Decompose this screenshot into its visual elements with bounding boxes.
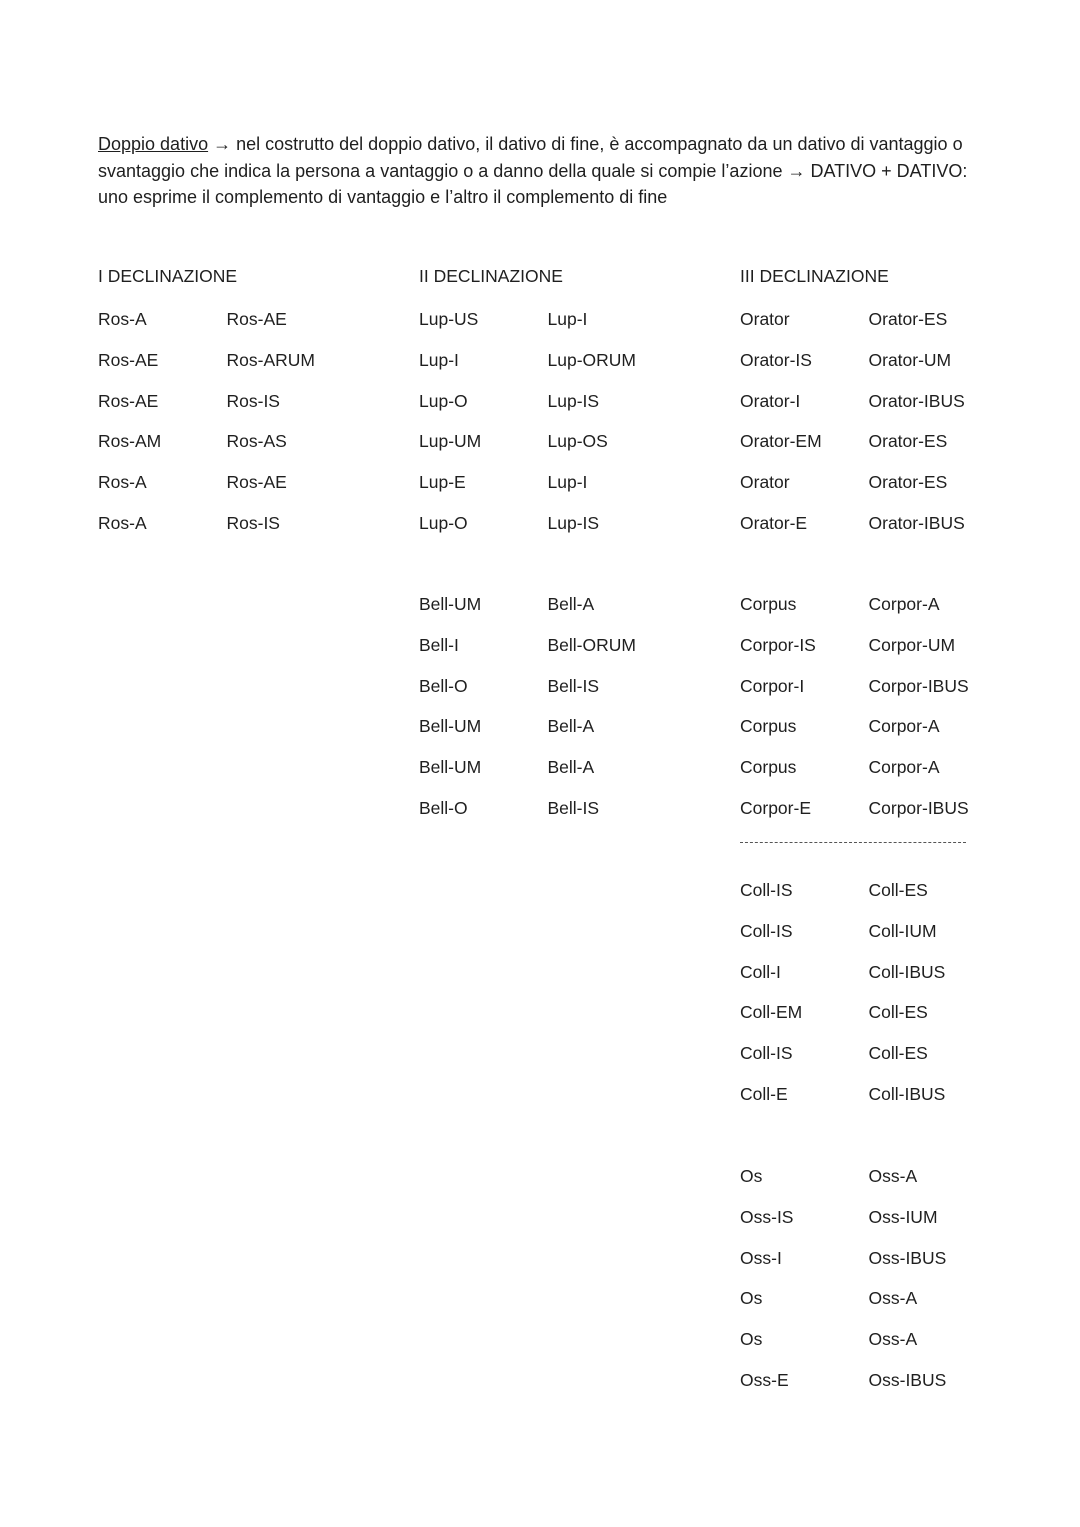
header-declension-2: II DECLINAZIONE: [419, 266, 563, 286]
singular-form: Bell-UM: [419, 716, 482, 737]
singular-form: Lup-I: [419, 349, 459, 370]
separator-line: [740, 842, 966, 843]
singular-form: Ros-A: [98, 472, 147, 493]
plural-form: Orator-ES: [868, 472, 948, 493]
singular-form: Ros-AE: [98, 390, 159, 411]
plural-form: Coll-IUM: [868, 920, 937, 941]
plural-form: Coll-ES: [868, 1043, 928, 1064]
singular-form: Corpor-IS: [740, 634, 816, 655]
singular-form: Coll-IS: [740, 1043, 793, 1064]
plural-form: Corpor-IBUS: [868, 798, 969, 818]
intro-text-2: DATIVO + DATIVO: uno esprime il complemento di vantaggio e l’altro il complemento di fine: [98, 160, 968, 207]
singular-form: Orator: [740, 472, 790, 493]
plural-form: Orator-UM: [868, 349, 952, 370]
singular-form: Corpus: [740, 716, 797, 737]
plural-form: Bell-A: [547, 757, 595, 778]
singular-form: Oss-I: [740, 1247, 782, 1268]
plural-form: Bell-A: [547, 716, 595, 737]
plural-form: Ros-AE: [226, 472, 287, 493]
singular-form: Corpus: [740, 594, 797, 614]
singular-form: Os: [740, 1329, 763, 1350]
plural-form: Oss-A: [868, 1166, 918, 1186]
plural-form: Lup-IS: [547, 513, 600, 533]
plural-form: Oss-IBUS: [868, 1247, 947, 1268]
plural-form: Orator-ES: [868, 309, 948, 329]
plural-form: Corpor-UM: [868, 634, 956, 655]
singular-form: Bell-O: [419, 675, 468, 696]
plural-form: Lup-IS: [547, 390, 600, 411]
plural-form: Bell-ORUM: [547, 634, 636, 655]
plural-form: Lup-I: [547, 472, 588, 493]
plural-form: Bell-IS: [547, 675, 600, 696]
singular-form: Coll-E: [740, 1084, 788, 1104]
singular-form: Corpor-E: [740, 798, 811, 818]
intro-text-1: nel costrutto del doppio dativo, il dativo di fine, è accompagnato da un dativo di vantaggio o svantaggio che indica la persona a vantaggio o a danno della quale si compie l’azione: [98, 134, 963, 181]
plural-form: Corpor-A: [868, 594, 940, 614]
plural-form: Lup-I: [547, 309, 588, 329]
singular-form: Corpus: [740, 757, 797, 778]
plural-form: Ros-AS: [226, 431, 287, 452]
singular-form: Os: [740, 1288, 763, 1309]
header-declension-3: III DECLINAZIONE: [740, 266, 889, 286]
plural-form: Lup-ORUM: [547, 349, 636, 370]
plural-form: Bell-IS: [547, 798, 600, 818]
plural-form: Lup-OS: [547, 431, 608, 452]
singular-form: Coll-EM: [740, 1002, 803, 1023]
singular-form: Ros-AE: [98, 349, 159, 370]
singular-form: Oss-IS: [740, 1206, 794, 1227]
singular-form: Ros-A: [98, 513, 147, 533]
singular-form: Lup-O: [419, 513, 468, 533]
header-declension-1: I DECLINAZIONE: [98, 266, 238, 286]
plural-form: Oss-A: [868, 1288, 918, 1309]
singular-form: Bell-UM: [419, 594, 482, 614]
plural-form: Bell-A: [547, 594, 595, 614]
singular-form: Orator-I: [740, 390, 801, 411]
singular-form: Lup-E: [419, 472, 466, 493]
plural-form: Coll-IBUS: [868, 961, 946, 982]
singular-form: Orator-IS: [740, 349, 812, 370]
singular-form: Lup-UM: [419, 431, 482, 452]
plural-form: Orator-ES: [868, 431, 948, 452]
plural-form: Oss-IBUS: [868, 1370, 947, 1390]
singular-form: Ros-AM: [98, 431, 162, 452]
arrow-icon: →: [787, 160, 806, 181]
plural-form: Coll-ES: [868, 1002, 928, 1023]
intro-paragraph: [98, 131, 998, 211]
plural-form: Ros-IS: [226, 513, 280, 533]
plural-form: Ros-IS: [226, 390, 280, 411]
plural-form: Corpor-IBUS: [868, 675, 969, 696]
singular-form: Bell-UM: [419, 757, 482, 778]
plural-form: Ros-AE: [226, 309, 287, 329]
singular-form: Coll-IS: [740, 920, 793, 941]
plural-form: Oss-A: [868, 1329, 918, 1350]
plural-form: Coll-IBUS: [868, 1084, 946, 1104]
singular-form: Oss-E: [740, 1370, 789, 1390]
arrow-icon: →: [213, 134, 232, 154]
singular-form: Corpor-I: [740, 675, 805, 696]
plural-form: Oss-IUM: [868, 1206, 938, 1227]
singular-form: Bell-I: [419, 634, 459, 655]
singular-form: Ros-A: [98, 309, 147, 329]
singular-form: Lup-US: [419, 309, 479, 329]
singular-form: Orator-E: [740, 513, 808, 533]
singular-form: Coll-IS: [740, 880, 793, 900]
singular-form: Bell-O: [419, 798, 468, 818]
plural-form: Ros-ARUM: [226, 349, 315, 370]
plural-form: Orator-IBUS: [868, 390, 965, 411]
singular-form: Os: [740, 1166, 763, 1186]
singular-form: Lup-O: [419, 390, 468, 411]
plural-form: Corpor-A: [868, 757, 940, 778]
singular-form: Orator: [740, 309, 790, 329]
plural-form: Coll-ES: [868, 880, 928, 900]
intro-term: Doppio dativo: [98, 134, 209, 154]
plural-form: Orator-IBUS: [868, 513, 965, 533]
plural-form: Corpor-A: [868, 716, 940, 737]
singular-form: Orator-EM: [740, 431, 822, 452]
singular-form: Coll-I: [740, 961, 781, 982]
